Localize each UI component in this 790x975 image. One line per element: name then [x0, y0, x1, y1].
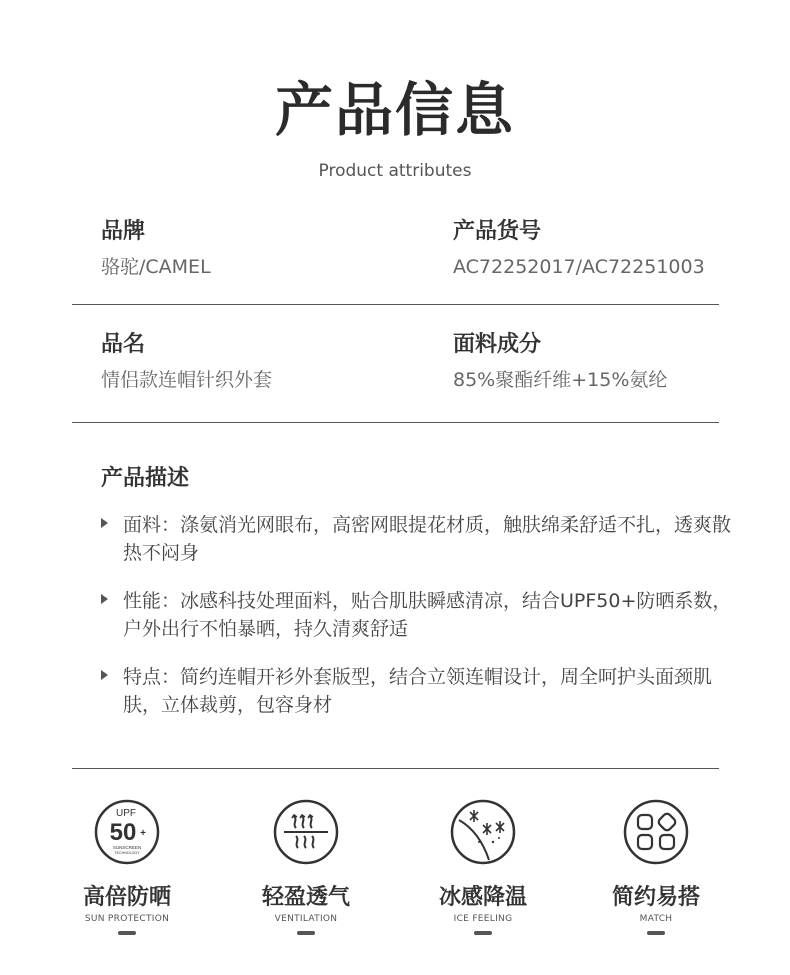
feature-subtitle: SUN PROTECTION	[84, 914, 170, 924]
attr-label: 面料成分	[453, 332, 542, 357]
feature-title: 轻盈透气	[261, 885, 350, 910]
page-title: 产品信息	[274, 76, 515, 144]
feature-subtitle: ICE FEELING	[453, 914, 513, 924]
match-grid-icon	[622, 798, 690, 866]
attr-fabric	[453, 331, 667, 393]
upf-plus: +	[140, 828, 146, 839]
divider	[72, 768, 719, 769]
feature-sun-protection	[52, 798, 202, 935]
description-text: 性能：冰感科技处理面料，贴合肌肤瞬感清凉，结合UPF50+防晒系数，户外出行不怕暴晒，持久清爽舒适	[123, 590, 732, 640]
attr-product-name	[101, 331, 272, 393]
description-text: 特点：简约连帽开衫外套版型，结合立领连帽设计，周全呵护头面颈肌肤，立体裁剪，包容身材	[123, 666, 713, 716]
feature-dash	[297, 931, 315, 935]
triangle-bullet-icon	[101, 594, 108, 604]
attr-label: 品牌	[101, 219, 146, 244]
snowflake-icon	[449, 798, 517, 866]
feature-dash	[474, 931, 492, 935]
description-title: 产品描述	[101, 466, 190, 491]
triangle-bullet-icon	[101, 518, 108, 528]
feature-match	[581, 798, 731, 935]
attr-label: 产品货号	[453, 219, 542, 244]
upf-line2: TECHNOLOGY	[114, 851, 140, 855]
attr-value: AC72252017/AC72251003	[453, 256, 705, 278]
attr-label: 品名	[101, 332, 146, 357]
attr-value: 骆驼/CAMEL	[101, 256, 211, 278]
description-item	[101, 663, 741, 719]
feature-ice-feeling	[408, 798, 558, 935]
divider	[72, 304, 719, 305]
attr-value: 85%聚酯纤维+15%氨纶	[453, 369, 668, 391]
ventilation-icon	[272, 798, 340, 866]
feature-dash	[647, 931, 665, 935]
attr-item-number	[453, 218, 705, 280]
feature-title: 冰感降温	[438, 885, 527, 910]
feature-title: 简约易搭	[611, 885, 700, 910]
upf-line1: SUNSCREEN	[112, 845, 142, 850]
attr-value: 情侣款连帽针织外套	[101, 369, 273, 391]
page-subtitle: Product attributes	[318, 161, 472, 181]
description-text: 面料：涤氨消光网眼布，高密网眼提花材质，触肤绵柔舒适不扎，透爽散热不闷身	[123, 514, 732, 564]
description-item	[101, 587, 741, 643]
description-item	[101, 511, 741, 567]
upf-value: 50	[109, 819, 137, 846]
upf-label: UPF	[116, 808, 136, 819]
feature-subtitle: VENTILATION	[274, 914, 338, 924]
feature-ventilation	[231, 798, 381, 935]
upf50-icon	[93, 798, 161, 866]
feature-dash	[118, 931, 136, 935]
divider	[72, 422, 719, 423]
feature-title: 高倍防晒	[82, 885, 171, 910]
triangle-bullet-icon	[101, 670, 108, 680]
feature-subtitle: MATCH	[639, 914, 673, 924]
attr-brand	[101, 218, 211, 280]
